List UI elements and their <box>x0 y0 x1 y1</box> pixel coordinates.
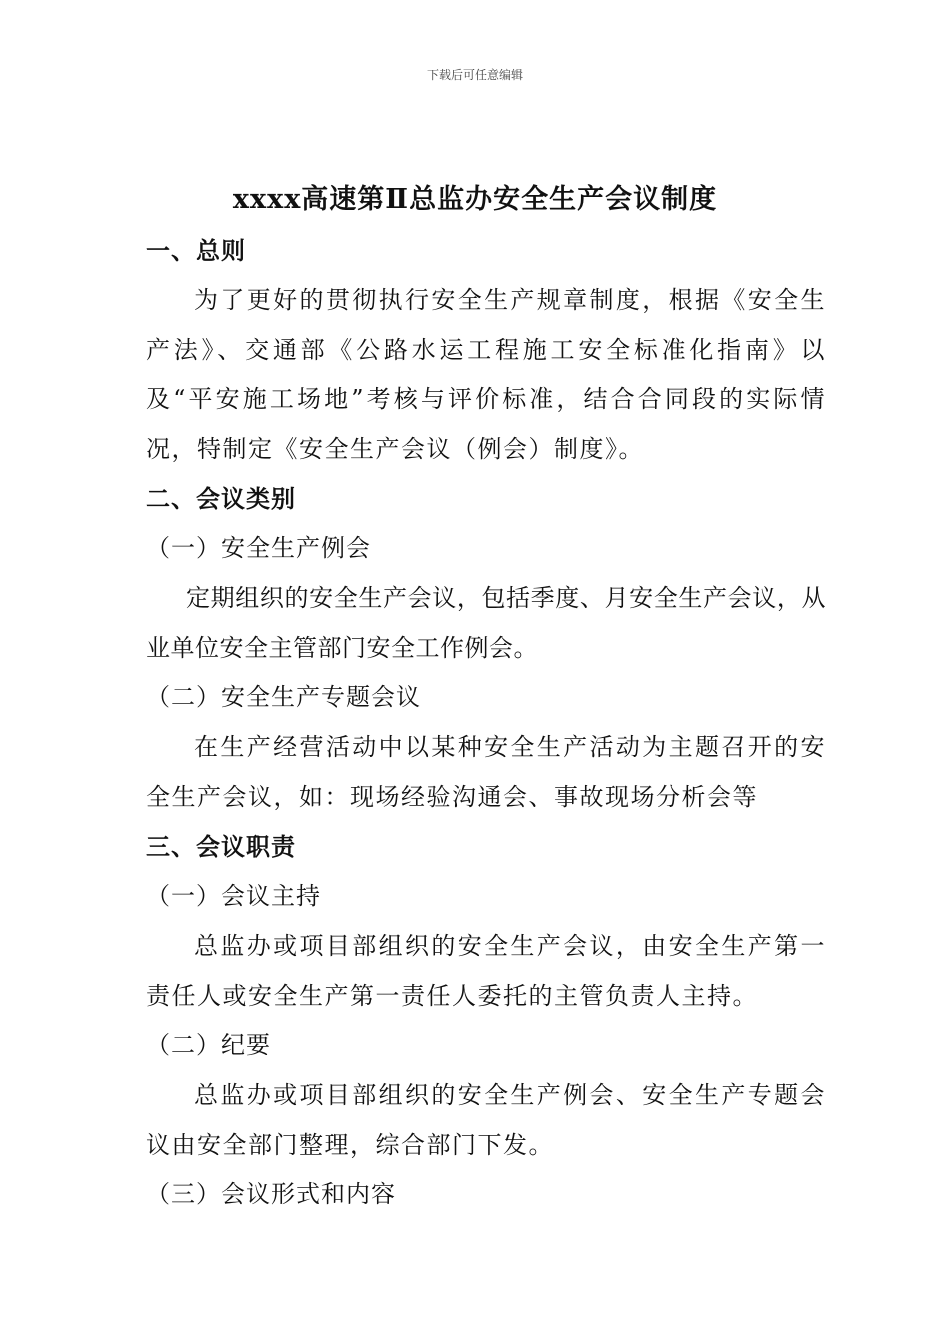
subheading-special-meeting: （二）安全生产专题会议 <box>146 683 421 711</box>
document-title: xxxx高速第Ⅱ总监办安全生产会议制度 <box>232 184 718 215</box>
paragraph-regular-meeting: 定期组织的安全生产会议，包括季度、月安全生产会议，从业单位安全主管部门安全工作例会。 <box>146 584 826 662</box>
section-heading-general: 一、总则 <box>146 236 246 265</box>
paragraph-minutes: 总监办或项目部组织的安全生产例会、安全生产专题会议由安全部门整理，综合部门下发。 <box>146 1081 826 1159</box>
section-heading-meeting-duties: 三、会议职责 <box>146 832 296 861</box>
paragraph-general: 为了更好的贯彻执行安全生产规章制度，根据《安全生产法》、交通部《公路水运工程施工安全标准化指南》以及“平安施工场地”考核与评价标准，结合合同段的实际情况，特制定《安全生产会议（例会）制度》。 <box>146 286 826 463</box>
page-header-note: 下载后可任意编辑 <box>426 68 523 82</box>
subheading-meeting-format: （三）会议形式和内容 <box>146 1180 396 1208</box>
subheading-meeting-chair: （一）会议主持 <box>146 882 321 910</box>
subheading-regular-meeting: （一）安全生产例会 <box>146 534 371 562</box>
subheading-minutes: （二）纪要 <box>146 1031 271 1059</box>
paragraph-meeting-chair: 总监办或项目部组织的安全生产会议，由安全生产第一责任人或安全生产第一责任人委托的主管负责人主持。 <box>146 932 826 1010</box>
section-heading-meeting-types: 二、会议类别 <box>146 484 296 513</box>
paragraph-special-meeting: 在生产经营活动中以某种安全生产活动为主题召开的安全生产会议，如：现场经验沟通会、事故现场分析会等 <box>146 733 826 811</box>
